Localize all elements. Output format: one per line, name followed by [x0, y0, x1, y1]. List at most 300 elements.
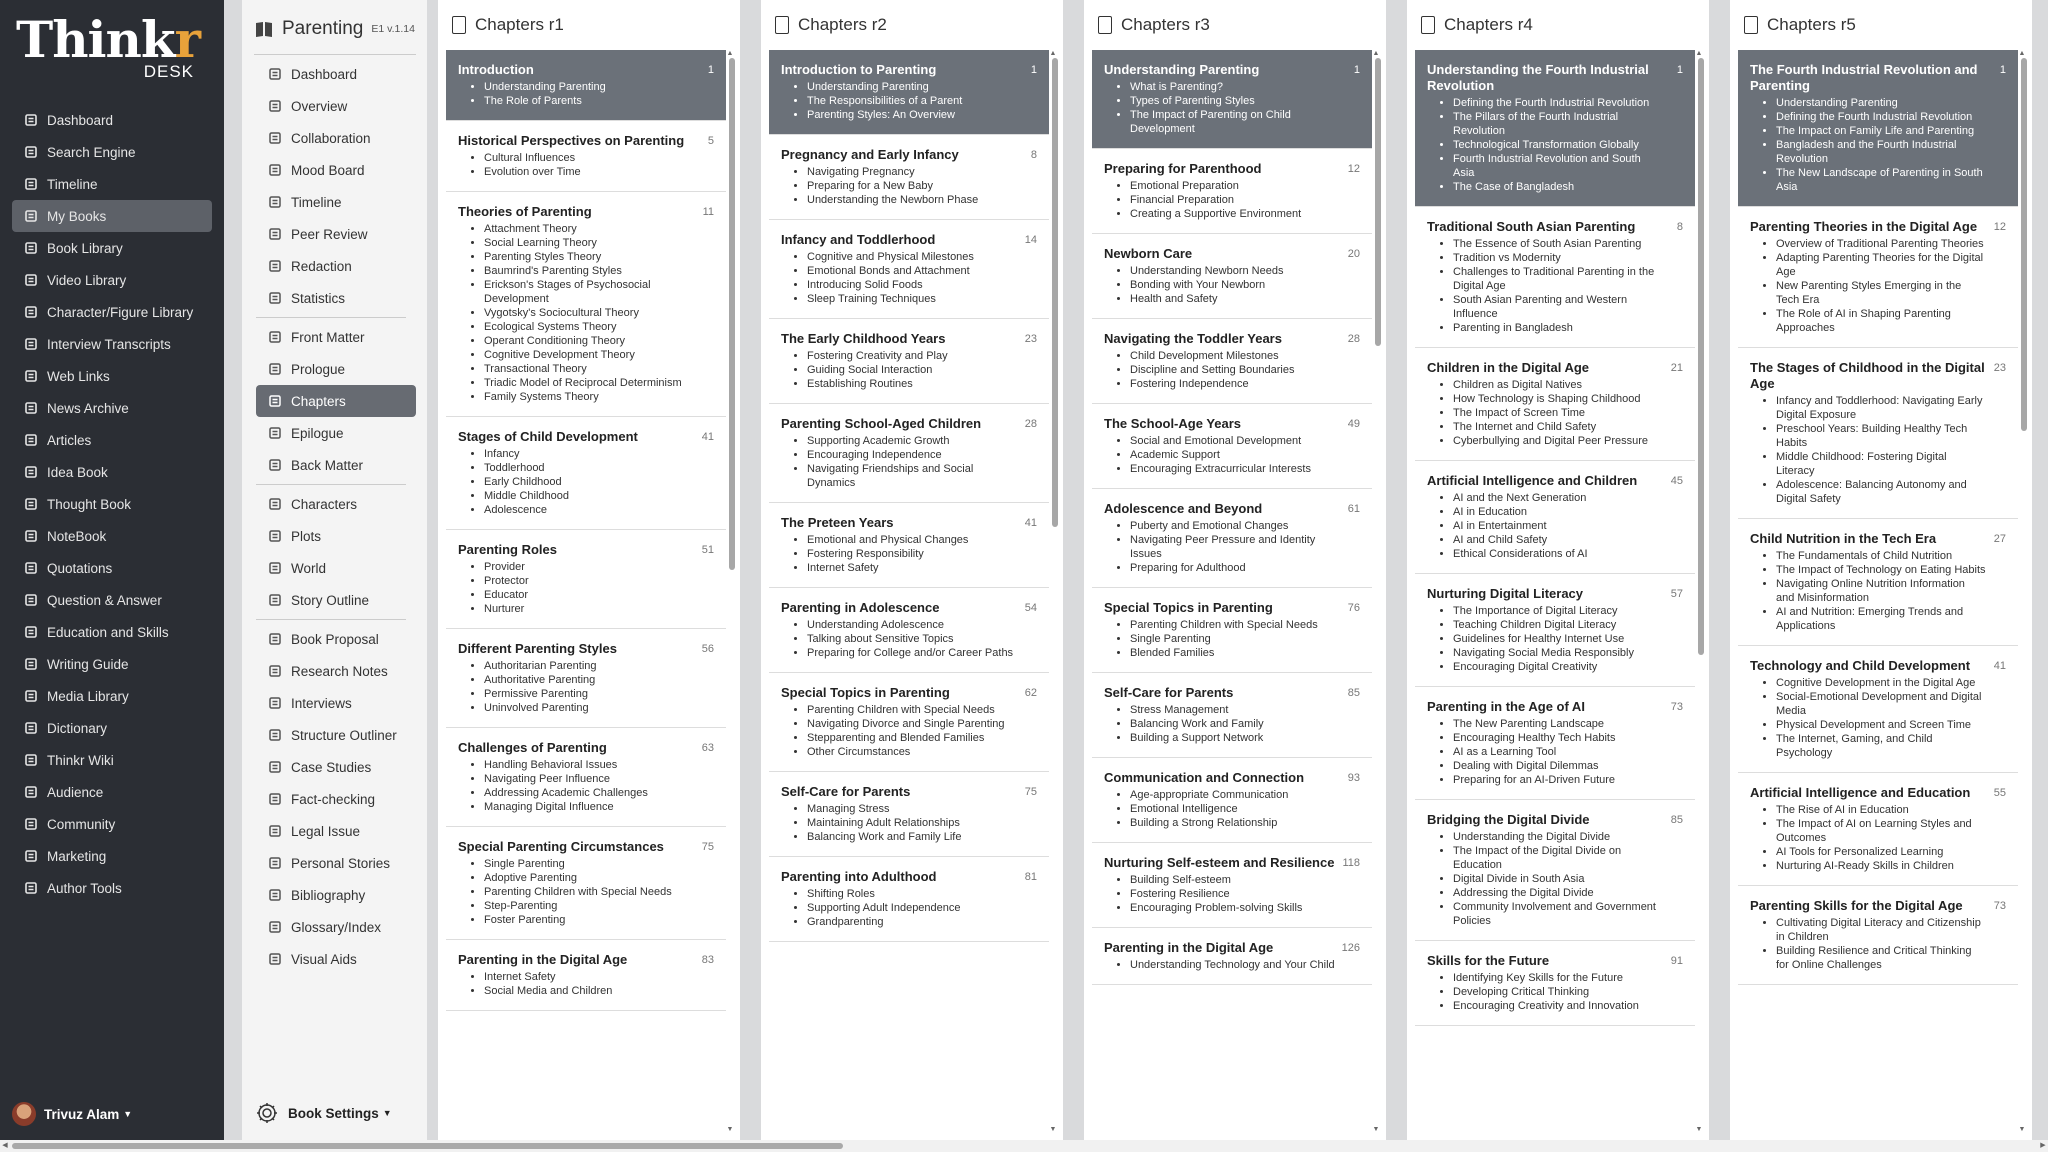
section-item: • Establishing Routines [807, 377, 1017, 391]
section-item: • Age-appropriate Communication [1130, 788, 1340, 802]
page-icon [268, 561, 282, 575]
section-item: • Single Parenting [1130, 632, 1340, 646]
nav-item-label: Community [47, 816, 116, 832]
section-list [458, 758, 714, 814]
chapter-title: Artificial Intelligence and Education [1750, 785, 1971, 800]
section-item: • Encouraging Problem-solving Skills [1130, 901, 1340, 915]
page-icon [268, 792, 282, 806]
chapter-card[interactable] [1415, 348, 1695, 461]
chapter-card[interactable] [769, 673, 1049, 772]
video-icon [24, 273, 38, 287]
globe-icon [24, 369, 38, 383]
scroll-left-arrow-icon[interactable]: ◀ [2, 1142, 8, 1149]
thinkr-desk-logo[interactable] [16, 10, 206, 80]
chapter-card[interactable] [446, 50, 726, 121]
book-menu-label: Collaboration [291, 130, 371, 146]
chapter-title: Understanding the Fourth Industrial Revolution [1427, 62, 1649, 93]
book-menu-label: Back Matter [291, 457, 364, 473]
chapter-card[interactable] [769, 503, 1049, 588]
section-item: • The Impact of the Digital Divide on Education [1453, 844, 1663, 872]
section-item: • Fostering Creativity and Play [807, 349, 1017, 363]
section-item: • Bonding with Your Newborn [1130, 278, 1340, 292]
section-list [458, 970, 714, 998]
section-item: • Dealing with Digital Dilemmas [1453, 759, 1663, 773]
section-item: • Encouraging Healthy Tech Habits [1453, 731, 1663, 745]
book-menu-item-dashboard[interactable] [256, 58, 416, 90]
nav-item-thought-book[interactable] [12, 488, 212, 520]
book-menu-label: Front Matter [291, 329, 365, 345]
chapter-page-number: 73 [1993, 900, 2006, 912]
chapter-card[interactable] [1738, 886, 2018, 985]
nav-item-writing-guide[interactable] [12, 648, 212, 680]
scroll-up-arrow-icon[interactable]: ▲ [2018, 50, 2026, 57]
section-item: • The Fundamentals of Child Nutrition [1776, 549, 1986, 563]
page-icon [268, 291, 282, 305]
section-item: • The New Parenting Landscape [1453, 717, 1663, 731]
page-icon [268, 67, 282, 81]
chapter-title: Parenting into Adulthood [781, 869, 937, 884]
section-item: • Encouraging Independence [807, 448, 1017, 462]
nav-item-quotations[interactable] [12, 552, 212, 584]
notebook-icon [24, 529, 38, 543]
section-item: • Building a Support Network [1130, 731, 1340, 745]
section-item: • Fourth Industrial Revolution and South Asia [1453, 152, 1663, 180]
chapter-title: Communication and Connection [1104, 770, 1305, 785]
section-item: • Vygotsky's Sociocultural Theory [484, 306, 694, 320]
vertical-scrollbar[interactable] [1695, 50, 1703, 1134]
book-menu-label: Statistics [291, 290, 346, 306]
nav-item-audience[interactable] [12, 776, 212, 808]
section-list [1104, 264, 1360, 306]
section-item: • Understanding Adolescence [807, 618, 1017, 632]
page-icon [268, 760, 282, 774]
chapter-card[interactable] [1738, 646, 2018, 773]
section-item: • Early Childhood [484, 475, 694, 489]
book-menu-label: Epilogue [291, 425, 344, 441]
section-list [1427, 830, 1683, 928]
page-icon [268, 632, 282, 646]
chapter-card[interactable] [769, 319, 1049, 404]
chapter-page-number: 93 [1347, 772, 1360, 784]
chapter-card[interactable] [769, 50, 1049, 135]
section-item: • Cyberbullying and Digital Peer Pressure [1453, 434, 1663, 448]
section-item: • Emotional Bonds and Attachment [807, 264, 1017, 278]
section-list [781, 165, 1037, 207]
chapter-card[interactable] [1092, 758, 1372, 843]
section-item: • AI in Entertainment [1453, 519, 1663, 533]
newspaper-icon [24, 401, 38, 415]
section-item: • AI and the Next Generation [1453, 491, 1663, 505]
chapter-card[interactable] [769, 135, 1049, 220]
section-item: • Cognitive and Physical Milestones [807, 250, 1017, 264]
section-item: • Talking about Sensitive Topics [807, 632, 1017, 646]
nav-item-label: Articles [47, 432, 92, 448]
section-list [1104, 703, 1360, 745]
chapter-page-number: 56 [701, 643, 714, 655]
section-item: • Defining the Fourth Industrial Revolution [1453, 96, 1663, 110]
scroll-down-arrow-icon[interactable]: ▼ [1695, 1126, 1703, 1133]
scroll-right-arrow-icon[interactable]: ▶ [2040, 1142, 2046, 1149]
vertical-scrollbar[interactable] [1049, 50, 1057, 1134]
section-item: • Infancy and Toddlerhood: Navigating Early Digital Exposure [1776, 394, 1986, 422]
book-icon [254, 19, 274, 39]
chapter-page-number: 1 [1676, 64, 1683, 76]
vertical-scroll-thumb[interactable] [1698, 58, 1704, 655]
nav-item-dashboard[interactable] [12, 104, 212, 136]
chapter-title: Special Parenting Circumstances [458, 839, 664, 854]
chapter-title: The School-Age Years [1104, 416, 1242, 431]
book-menu-item-story-outline[interactable] [256, 584, 416, 616]
vertical-scroll-thumb[interactable] [1375, 58, 1381, 346]
chapter-card[interactable] [1415, 687, 1695, 800]
book-settings-button[interactable] [254, 1100, 392, 1126]
nav-item-label: Question & Answer [47, 592, 162, 608]
section-item: • Tradition vs Modernity [1453, 251, 1663, 265]
nav-item-idea-book[interactable] [12, 456, 212, 488]
nav-item-book-library[interactable] [12, 232, 212, 264]
book-menu-item-interviews[interactable] [256, 687, 416, 719]
audience-icon [24, 785, 38, 799]
page-icon [268, 856, 282, 870]
section-item: • Encouraging Creativity and Innovation [1453, 999, 1663, 1013]
section-list [1104, 434, 1360, 476]
book-menu-item-timeline[interactable] [256, 186, 416, 218]
chapter-card[interactable] [446, 192, 726, 417]
wiki-icon [24, 753, 38, 767]
chapter-page-number: 75 [701, 841, 714, 853]
section-list [458, 560, 714, 616]
chapter-title: The Fourth Industrial Revolution and Parenting [1750, 62, 1978, 93]
nav-item-author-tools[interactable] [12, 872, 212, 904]
chapter-card[interactable] [1092, 234, 1372, 319]
column-header [452, 14, 564, 36]
nav-item-my-books[interactable] [12, 200, 212, 232]
chapter-page-number: 27 [1993, 533, 2006, 545]
book-menu-item-front-matter[interactable] [256, 321, 416, 353]
book-menu-item-book-proposal[interactable] [256, 623, 416, 655]
section-item: • Managing Digital Influence [484, 800, 694, 814]
book-menu-item-case-studies[interactable] [256, 751, 416, 783]
book-menu-item-statistics[interactable] [256, 282, 416, 314]
scroll-up-arrow-icon[interactable]: ▲ [1695, 50, 1703, 57]
section-list [781, 703, 1037, 759]
column-title: Chapters r2 [798, 15, 887, 34]
section-item: • Cultivating Digital Literacy and Citizenship in Children [1776, 916, 1986, 944]
book-menu-item-research-notes[interactable] [256, 655, 416, 687]
section-item: • Community Involvement and Government Policies [1453, 900, 1663, 928]
section-item: • Social-Emotional Development and Digital Media [1776, 690, 1986, 718]
book-menu-item-legal-issue[interactable] [256, 815, 416, 847]
chapter-title: Parenting in the Digital Age [1104, 940, 1274, 955]
chapter-page-number: 1 [1999, 64, 2006, 76]
section-item: • Preparing for an AI-Driven Future [1453, 773, 1663, 787]
column-title: Chapters r5 [1767, 15, 1856, 34]
chapter-card[interactable] [769, 220, 1049, 319]
chapter-title: Skills for the Future [1427, 953, 1550, 968]
lightbulb-icon [24, 465, 38, 479]
nav-item-media-library[interactable] [12, 680, 212, 712]
section-list [1104, 618, 1360, 660]
scroll-down-arrow-icon[interactable]: ▼ [1049, 1126, 1057, 1133]
book-menu-item-structure-outliner[interactable] [256, 719, 416, 751]
section-list [781, 533, 1037, 575]
book-menu-item-world[interactable] [256, 552, 416, 584]
section-item: • Foster Parenting [484, 913, 694, 927]
nav-item-articles[interactable] [12, 424, 212, 456]
page-icon [268, 330, 282, 344]
chapter-card[interactable] [1415, 50, 1695, 207]
chapter-card[interactable] [1738, 519, 2018, 646]
chapter-list [446, 50, 726, 1134]
section-item: • Understanding Technology and Your Child [1130, 958, 1340, 972]
book-menu-label: Characters [291, 496, 358, 512]
section-list [781, 802, 1037, 844]
scroll-up-arrow-icon[interactable]: ▲ [1372, 50, 1380, 57]
chapter-card[interactable] [769, 588, 1049, 673]
nav-item-character-figure-library[interactable] [12, 296, 212, 328]
chapter-card[interactable] [1415, 207, 1695, 348]
nav-item-education-and-skills[interactable] [12, 616, 212, 648]
chapter-page-number: 1 [707, 64, 714, 76]
scroll-down-arrow-icon[interactable]: ▼ [1372, 1126, 1380, 1133]
nav-item-marketing[interactable] [12, 840, 212, 872]
section-item: • Financial Preparation [1130, 193, 1340, 207]
page-icon [268, 426, 282, 440]
chapter-card[interactable] [446, 530, 726, 629]
chapter-card[interactable] [446, 940, 726, 1011]
column-header [775, 14, 887, 36]
chapter-card[interactable] [769, 772, 1049, 857]
chapter-page-number: 41 [1993, 660, 2006, 672]
book-menu-label: Fact-checking [291, 791, 376, 807]
section-item: • Emotional and Physical Changes [807, 533, 1017, 547]
nav-item-label: My Books [47, 208, 107, 224]
nav-item-dictionary[interactable] [12, 712, 212, 744]
book-menu-item-redaction[interactable] [256, 250, 416, 282]
nav-item-label: Author Tools [47, 880, 122, 896]
chapter-card[interactable] [1092, 588, 1372, 673]
chapter-title: Different Parenting Styles [458, 641, 617, 656]
nav-item-web-links[interactable] [12, 360, 212, 392]
chapter-card[interactable] [1092, 319, 1372, 404]
book-menu-item-glossary-index[interactable] [256, 911, 416, 943]
vertical-scroll-thumb[interactable] [729, 58, 735, 570]
book-menu-item-bibliography[interactable] [256, 879, 416, 911]
chapter-title: The Preteen Years [781, 515, 894, 530]
section-item: • Maintaining Adult Relationships [807, 816, 1017, 830]
book-menu-label: Dashboard [291, 66, 358, 82]
horizontal-scrollbar[interactable] [0, 1140, 2048, 1152]
chapter-page-number: 23 [1024, 333, 1037, 345]
column-header [1744, 14, 1856, 36]
chapter-card[interactable] [446, 417, 726, 530]
chapter-page-number: 1 [1353, 64, 1360, 76]
book-menu-label: Redaction [291, 258, 352, 274]
speedometer-icon [24, 113, 38, 127]
book-menu-item-overview[interactable] [256, 90, 416, 122]
nav-item-label: Dictionary [47, 720, 108, 736]
book-menu-item-characters[interactable] [256, 488, 416, 520]
section-item: • Grandparenting [807, 915, 1017, 929]
chapter-card[interactable] [1415, 461, 1695, 574]
book-menu-item-chapters[interactable] [256, 385, 416, 417]
section-item: • Preschool Years: Building Healthy Tech Habits [1776, 422, 1986, 450]
section-item: • Creating a Supportive Environment [1130, 207, 1340, 221]
nav-item-label: Marketing [47, 848, 107, 864]
page-icon [268, 529, 282, 543]
scroll-up-arrow-icon[interactable]: ▲ [726, 50, 734, 57]
scroll-up-arrow-icon[interactable]: ▲ [1049, 50, 1057, 57]
vertical-scrollbar[interactable] [2018, 50, 2026, 1134]
chapter-page-number: 28 [1347, 333, 1360, 345]
book-menu-item-peer-review[interactable] [256, 218, 416, 250]
vertical-scroll-thumb[interactable] [1052, 58, 1058, 527]
chapter-card[interactable] [1415, 941, 1695, 1026]
chapter-card[interactable] [446, 728, 726, 827]
chapter-title: The Early Childhood Years [781, 331, 946, 346]
chapter-card[interactable] [1092, 843, 1372, 928]
section-item: • Internet Safety [807, 561, 1017, 575]
chapter-card[interactable] [1092, 149, 1372, 234]
section-item: • The Role of Parents [484, 94, 694, 108]
section-list [1104, 519, 1360, 575]
nav-item-thinkr-wiki[interactable] [12, 744, 212, 776]
chapter-card[interactable] [1415, 800, 1695, 941]
community-icon [24, 817, 38, 831]
chapter-page-number: 85 [1347, 687, 1360, 699]
section-item: • The Rise of AI in Education [1776, 803, 1986, 817]
section-item: • The Impact of Technology on Eating Habits [1776, 563, 1986, 577]
nav-item-interview-transcripts[interactable] [12, 328, 212, 360]
vertical-scroll-thumb[interactable] [2021, 58, 2027, 431]
chapter-card[interactable] [1415, 574, 1695, 687]
chapter-column [438, 0, 740, 1140]
user-menu[interactable] [12, 1102, 132, 1126]
vertical-scrollbar[interactable] [726, 50, 734, 1134]
section-item: • Types of Parenting Styles [1130, 94, 1340, 108]
section-item: • Uninvolved Parenting [484, 701, 694, 715]
scroll-down-arrow-icon[interactable]: ▼ [726, 1126, 734, 1133]
search-icon [24, 145, 38, 159]
book-menu-item-personal-stories[interactable] [256, 847, 416, 879]
chapter-card[interactable] [1738, 50, 2018, 207]
chapter-page-number: 23 [1993, 362, 2006, 374]
nav-item-label: Video Library [47, 272, 127, 288]
section-item: • Nurturer [484, 602, 694, 616]
section-list [458, 151, 714, 179]
chapter-page-number: 28 [1024, 418, 1037, 430]
chapter-page-number: 5 [707, 135, 714, 147]
nav-item-video-library[interactable] [12, 264, 212, 296]
divider [254, 54, 416, 55]
nav-item-label: Education and Skills [47, 624, 169, 640]
nav-item-question-answer[interactable] [12, 584, 212, 616]
book-menu-label: Peer Review [291, 226, 368, 242]
nav-item-label: Quotations [47, 560, 113, 576]
section-item: • Parenting Children with Special Needs [1130, 618, 1340, 632]
chapter-page-number: 63 [701, 742, 714, 754]
chapter-card[interactable] [446, 629, 726, 728]
section-item: • Sleep Training Techniques [807, 292, 1017, 306]
chapter-card[interactable] [1738, 207, 2018, 348]
chat-icon [24, 497, 38, 511]
chapter-card[interactable] [1738, 348, 2018, 519]
chapter-card[interactable] [769, 404, 1049, 503]
section-list [1427, 604, 1683, 674]
book-menu-item-prologue[interactable] [256, 353, 416, 385]
chapter-column [1407, 0, 1709, 1140]
chapter-card[interactable] [1092, 489, 1372, 588]
page-icon [268, 131, 282, 145]
book-menu-item-back-matter[interactable] [256, 449, 416, 481]
section-item: • Adoptive Parenting [484, 871, 694, 885]
chapter-page-number: 51 [701, 544, 714, 556]
nav-item-search-engine[interactable] [12, 136, 212, 168]
section-item: • Preparing for a New Baby [807, 179, 1017, 193]
book-version: E1 v.1.14 [371, 23, 415, 35]
section-item: • Balancing Work and Family Life [807, 830, 1017, 844]
book-menu-item-visual-aids[interactable] [256, 943, 416, 975]
book-menu-item-epilogue[interactable] [256, 417, 416, 449]
book-menu-item-plots[interactable] [256, 520, 416, 552]
chapter-title: Pregnancy and Early Infancy [781, 147, 959, 162]
chapter-card[interactable] [446, 827, 726, 940]
nav-item-notebook[interactable] [12, 520, 212, 552]
section-item: • Health and Safety [1130, 292, 1340, 306]
column-title: Chapters r3 [1121, 15, 1210, 34]
section-item: • Step-Parenting [484, 899, 694, 913]
chapter-card[interactable] [1092, 50, 1372, 149]
nav-item-news-archive[interactable] [12, 392, 212, 424]
section-item: • Challenges to Traditional Parenting in the Digital Age [1453, 265, 1663, 293]
column-header [1421, 14, 1533, 36]
chapter-card[interactable] [769, 857, 1049, 942]
chapter-page-number: 11 [702, 206, 714, 218]
chapter-card[interactable] [1092, 673, 1372, 758]
chapter-card[interactable] [446, 121, 726, 192]
section-item: • Academic Support [1130, 448, 1340, 462]
nav-item-community[interactable] [12, 808, 212, 840]
book-menu-item-collaboration[interactable] [256, 122, 416, 154]
section-item: • Building a Strong Relationship [1130, 816, 1340, 830]
book-menu-label: Structure Outliner [291, 727, 397, 743]
chapter-title: Children in the Digital Age [1427, 360, 1590, 375]
book-menu-label: Chapters [291, 393, 346, 409]
book-menu-item-mood-board[interactable] [256, 154, 416, 186]
book-menu-item-fact-checking[interactable] [256, 783, 416, 815]
section-item: • Introducing Solid Foods [807, 278, 1017, 292]
section-item: • Identifying Key Skills for the Future [1453, 971, 1663, 985]
section-item: • Handling Behavioral Issues [484, 758, 694, 772]
section-list [1104, 788, 1360, 830]
chapter-card[interactable] [1092, 928, 1372, 985]
book-menu-label: Plots [291, 528, 322, 544]
horizontal-scroll-thumb[interactable] [12, 1143, 843, 1149]
section-item: • AI as a Learning Tool [1453, 745, 1663, 759]
scroll-down-arrow-icon[interactable]: ▼ [2018, 1126, 2026, 1133]
vertical-scrollbar[interactable] [1372, 50, 1380, 1134]
section-item: • Navigating Social Media Responsibly [1453, 646, 1663, 660]
book-menu-label: Overview [291, 98, 348, 114]
document-icon [1098, 16, 1112, 34]
page-icon [268, 259, 282, 273]
book-menu-label: Timeline [291, 194, 342, 210]
chapter-title: Self-Care for Parents [1104, 685, 1234, 700]
nav-item-timeline[interactable] [12, 168, 212, 200]
chapter-card[interactable] [1738, 773, 2018, 886]
column-title: Chapters r4 [1444, 15, 1533, 34]
chapter-card[interactable] [1092, 404, 1372, 489]
